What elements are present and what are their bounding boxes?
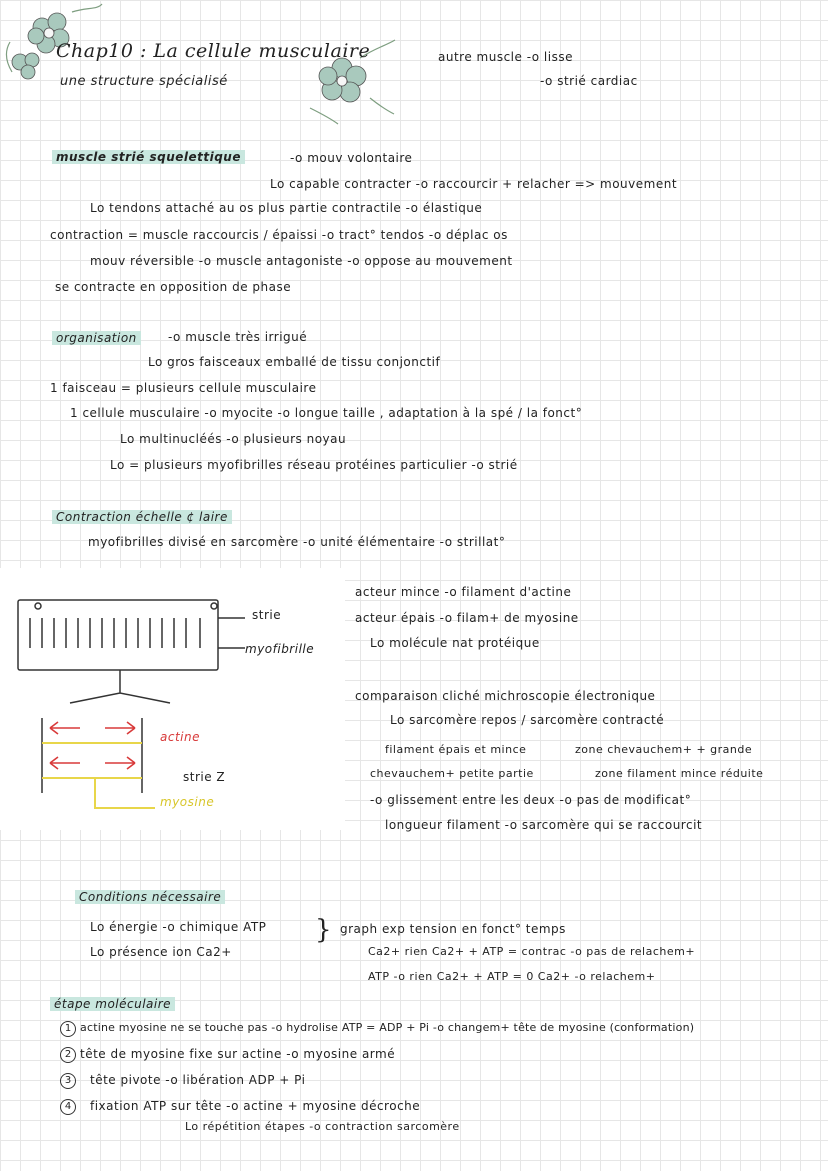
note-line: ATP -o rien Ca2+ + ATP = 0 Ca2+ -o relachem+ (368, 970, 656, 983)
section-heading-muscle-strie: muscle strié squelettique (52, 150, 245, 164)
note-line: longueur filament -o sarcomère qui se raccourcit (385, 818, 703, 832)
note-line: se contracte en opposition de phase (55, 280, 292, 294)
step-line: tête pivote -o libération ADP + Pi (90, 1073, 306, 1087)
note-line: acteur épais -o filam+ de myosine (355, 611, 579, 625)
step-line: fixation ATP sur tête -o actine + myosine décroche (90, 1099, 421, 1113)
note-line: Lo multinucléés -o plusieurs noyau (120, 432, 347, 446)
note-line: Lo = plusieurs myofibrilles réseau protéines particulier -o strié (110, 458, 518, 472)
note-line: Lo présence ion Ca2+ (90, 945, 232, 959)
note-line: zone chevauchem+ + grande (575, 743, 753, 756)
note-line: -o muscle très irrigué (168, 330, 308, 344)
label-strie-z: strie Z (183, 770, 226, 784)
step-number: 3 (60, 1073, 76, 1089)
page-subtitle: une structure spécialisé (60, 74, 228, 89)
top-note-2: -o strié cardiac (540, 74, 638, 88)
label-myofibrille: myofibrille (245, 642, 315, 656)
note-line: Lo molécule nat protéique (370, 636, 540, 650)
section-heading-etape: étape moléculaire (50, 997, 175, 1011)
label-actine: actine (160, 730, 200, 744)
note-line: Ca2+ rien Ca2+ + ATP = contrac -o pas de relachem+ (368, 945, 696, 958)
note-line: Lo tendons attaché au os plus partie contractile -o élastique (90, 201, 483, 215)
note-line: Lo capable contracter -o raccourcir + relacher => mouvement (270, 177, 678, 191)
brace-icon: } (315, 915, 333, 945)
note-line: contraction = muscle raccourcis / épaissi -o tract° tendos -o déplac os (50, 228, 508, 242)
note-line: filament épais et mince (385, 743, 527, 756)
myofibril-diagram (0, 568, 345, 830)
step-number: 4 (60, 1099, 76, 1115)
note-line: graph exp tension en fonct° temps (340, 922, 566, 936)
note-line: myofibrilles divisé en sarcomère -o unité élémentaire -o strillat° (88, 535, 506, 549)
top-note-1: autre muscle -o lisse (438, 50, 573, 64)
note-line: zone filament mince réduite (595, 767, 764, 780)
note-line: Lo sarcomère repos / sarcomère contracté (390, 713, 665, 727)
note-line: -o glissement entre les deux -o pas de modificat° (370, 793, 692, 807)
label-strie: strie (252, 608, 282, 622)
label-myosine: myosine (160, 795, 215, 809)
step-line: actine myosine ne se touche pas -o hydrolise ATP = ADP + Pi -o changem+ tête de myosine (conformation) (80, 1021, 695, 1034)
note-line: Lo énergie -o chimique ATP (90, 920, 267, 934)
section-heading-organisation: organisation (52, 331, 141, 345)
step-final: Lo répétition étapes -o contraction sarcomère (185, 1120, 460, 1133)
note-line: comparaison cliché michroscopie électronique (355, 689, 656, 703)
page-title: Chap10 : La cellule musculaire (56, 40, 371, 62)
note-line: mouv réversible -o muscle antagoniste -o oppose au mouvement (90, 254, 513, 268)
step-number: 1 (60, 1021, 76, 1037)
section-heading-contraction: Contraction échelle ¢ laire (52, 510, 232, 524)
note-line: Lo gros faisceaux emballé de tissu conjonctif (148, 355, 441, 369)
step-number: 2 (60, 1047, 76, 1063)
note-line: chevauchem+ petite partie (370, 767, 534, 780)
note-line: 1 cellule musculaire -o myocite -o longue taille , adaptation à la spé / la fonct° (70, 406, 583, 420)
myofibril-diagram-svg (0, 568, 345, 830)
note-line: acteur mince -o filament d'actine (355, 585, 572, 599)
section-heading-conditions: Conditions nécessaire (75, 890, 225, 904)
note-line: -o mouv volontaire (290, 151, 413, 165)
step-line: tête de myosine fixe sur actine -o myosine armé (80, 1047, 396, 1061)
note-line: 1 faisceau = plusieurs cellule musculaire (50, 381, 317, 395)
